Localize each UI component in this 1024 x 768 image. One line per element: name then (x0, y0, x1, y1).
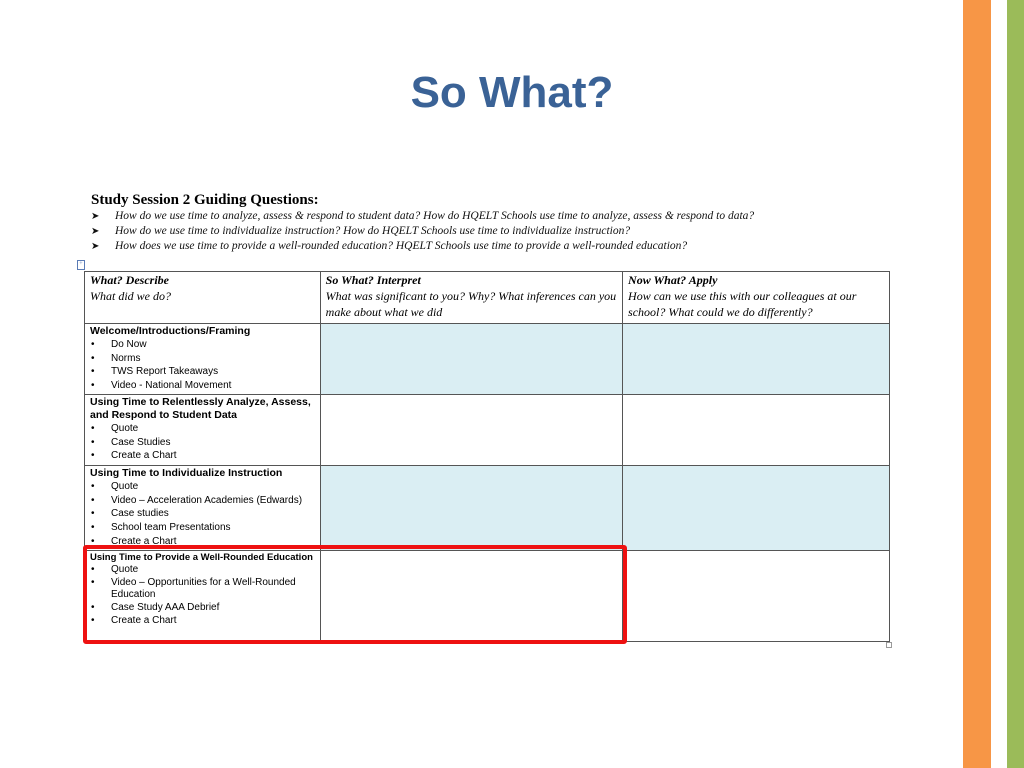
slide-title: So What? (410, 68, 614, 117)
list-item: • Quote (90, 422, 315, 436)
header-cell-describe (85, 272, 321, 324)
table-resize-handle[interactable] (886, 642, 892, 648)
header-cell-apply (623, 272, 890, 324)
header-subtitle: How can we use this with our colleagues at our school? What could we do differently? (628, 289, 857, 319)
apply-cell[interactable] (623, 324, 890, 395)
apply-cell[interactable] (623, 465, 890, 550)
arrow-bullet-icon: ➤ (91, 211, 100, 222)
section-cell (85, 324, 321, 395)
header-title: What? Describe (90, 273, 169, 287)
section-title: Using Time to Provide a Well-Rounded Education (90, 551, 313, 563)
guiding-question: ➤ How do we use time to analyze, assess & respond to student data? How do HQELT Schools use time to analyze, assess & respond to data? (91, 210, 755, 222)
header-title: So What? Interpret (325, 273, 421, 287)
section-items (90, 422, 315, 463)
table-move-handle-icon[interactable]: + (77, 260, 85, 270)
section-title: Welcome/Introductions/Framing (90, 325, 251, 337)
document-heading: Study Session 2 Guiding Questions: (91, 192, 319, 208)
arrow-bullet-icon: ➤ (91, 226, 100, 237)
list-item: • Video - National Movement (90, 379, 315, 393)
apply-cell[interactable] (623, 550, 890, 641)
section-title: Using Time to Individualize Instruction (90, 466, 283, 479)
list-item: • Norms (90, 352, 315, 366)
section-items (90, 480, 315, 549)
guiding-question: ➤ How does we use time to provide a well-rounded education? HQELT Schools use time to provide a well-rounded education? (91, 240, 688, 252)
arrow-bullet-icon: ➤ (91, 241, 100, 252)
section-cell (85, 465, 321, 550)
header-title: Now What? Apply (628, 273, 718, 287)
list-item: • Do Now (90, 338, 315, 352)
list-item: • Case Studies (90, 436, 315, 450)
list-item: • Case studies (90, 507, 315, 521)
list-item: • Create a Chart (90, 614, 315, 628)
guiding-questions-list (91, 209, 891, 254)
cell-content (90, 467, 315, 549)
header-cell-interpret (320, 272, 622, 324)
section-cell (85, 394, 321, 465)
highlight-box (83, 545, 627, 644)
apply-cell[interactable] (623, 394, 890, 465)
table-header-row (85, 272, 890, 324)
section-title: Using Time to Relentlessly Analyze, Assess, and Respond to Student Data (90, 395, 311, 421)
interpret-cell[interactable] (320, 324, 622, 395)
table-row (85, 465, 890, 550)
table-row (85, 324, 890, 395)
header-subtitle: What did we do? (90, 289, 171, 303)
list-item: • Create a Chart (90, 535, 315, 549)
section-items (90, 338, 315, 393)
list-item: • School team Presentations (90, 521, 315, 535)
table-row (85, 394, 890, 465)
list-item: • Quote (90, 563, 315, 577)
interpret-cell[interactable] (320, 394, 622, 465)
list-item: • TWS Report Takeaways (90, 365, 315, 379)
list-item: • Video – Opportunities for a Well-Rounded Education (90, 577, 315, 601)
list-item: • Quote (90, 480, 315, 494)
interpret-cell[interactable] (320, 465, 622, 550)
list-item: • Case Study AAA Debrief (90, 601, 315, 615)
guiding-question: ➤ How do we use time to individualize instruction? How do HQELT Schools use time to individualize instruction? (91, 225, 631, 237)
header-subtitle: What was significant to you? Why? What inferences can you make about what we did (325, 289, 617, 319)
list-item: • Create a Chart (90, 449, 315, 463)
list-item: • Video – Acceleration Academies (Edwards) (90, 494, 315, 508)
